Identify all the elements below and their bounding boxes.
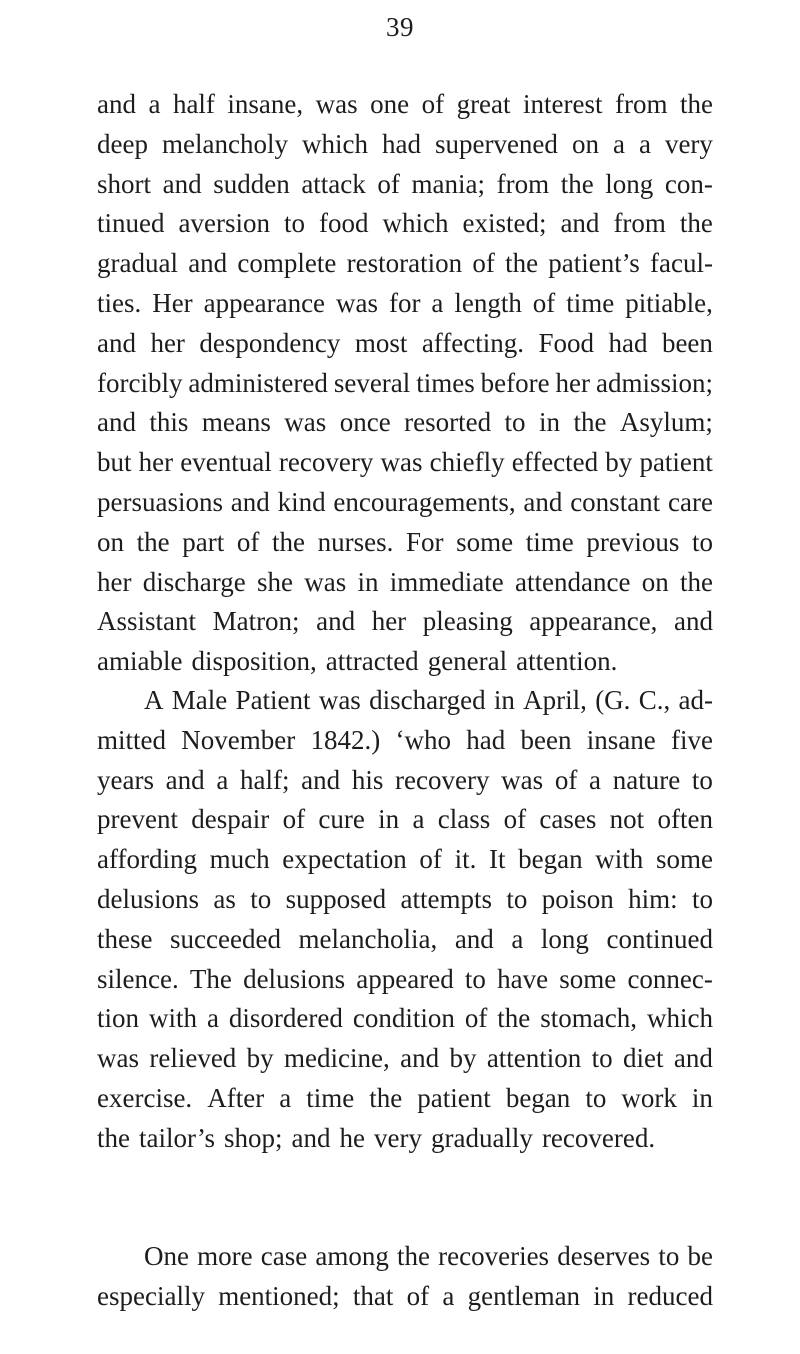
text-line: forcibly administered several times before her admission; bbox=[97, 367, 713, 398]
page-number: 39 bbox=[386, 12, 414, 42]
text-line: One more case among the recoveries deserves to be bbox=[144, 1241, 713, 1271]
text-line: and her despondency most affecting. Food had been bbox=[97, 327, 713, 358]
text-line: exercise. After a time the patient began to work in bbox=[97, 1082, 713, 1113]
text-line: short and sudden attack of mania; from the long con- bbox=[97, 168, 713, 199]
text-line: A Male Patient was discharged in April, (G. C., ad- bbox=[144, 685, 713, 715]
text-line: Assistant Matron; and her pleasing appearance, and bbox=[97, 606, 713, 637]
text-line: these succeeded melancholia, and a long continued bbox=[97, 923, 713, 954]
text-line: ties. Her appearance was for a length of time pitiable, bbox=[97, 287, 713, 318]
text-line: especially mentioned; that of a gentleman in reduced bbox=[97, 1280, 713, 1311]
text-line: the tailor’s shop; and he very gradually recovered. bbox=[97, 1122, 656, 1153]
text-line: prevent despair of cure in a class of cases not often bbox=[97, 804, 713, 835]
text-line: mitted November 1842.) ‘who had been insane five bbox=[97, 724, 713, 755]
text-line: on the part of the nurses. For some time previous to bbox=[97, 526, 713, 557]
text-line: affording much expectation of it. It began with some bbox=[97, 844, 713, 875]
paragraph-female-patient bbox=[97, 85, 713, 682]
text-line: her discharge she was in immediate attendance on the bbox=[97, 566, 713, 597]
text-line: but her eventual recovery was chiefly effected by patient bbox=[97, 447, 713, 478]
text-line: persuasions and kind encouragements, and constant care bbox=[97, 486, 713, 517]
text-line: delusions as to supposed attempts to poison him: to bbox=[97, 883, 713, 914]
paragraph-gentleman bbox=[97, 1237, 713, 1317]
text-line: years and a half; and his recovery was of a nature to bbox=[97, 764, 713, 795]
text-line: and a half insane, was one of great interest from the bbox=[97, 89, 713, 119]
text-line: deep melancholy which had supervened on a a very bbox=[97, 128, 713, 159]
paragraph-male-patient bbox=[97, 681, 713, 1159]
text-line: and this means was once resorted to in the Asylum; bbox=[97, 407, 713, 438]
text-line: gradual and complete restoration of the patient’s facul- bbox=[97, 248, 713, 279]
text-line: was relieved by medicine, and by attention to diet and bbox=[97, 1043, 713, 1074]
text-line: tion with a disordered condition of the stomach, which bbox=[97, 1003, 713, 1034]
text-line: amiable disposition, attracted general attention. bbox=[97, 646, 618, 677]
text-line: tinued aversion to food which existed; and from the bbox=[97, 208, 713, 239]
text-line: silence. The delusions appeared to have some connec- bbox=[97, 963, 713, 994]
